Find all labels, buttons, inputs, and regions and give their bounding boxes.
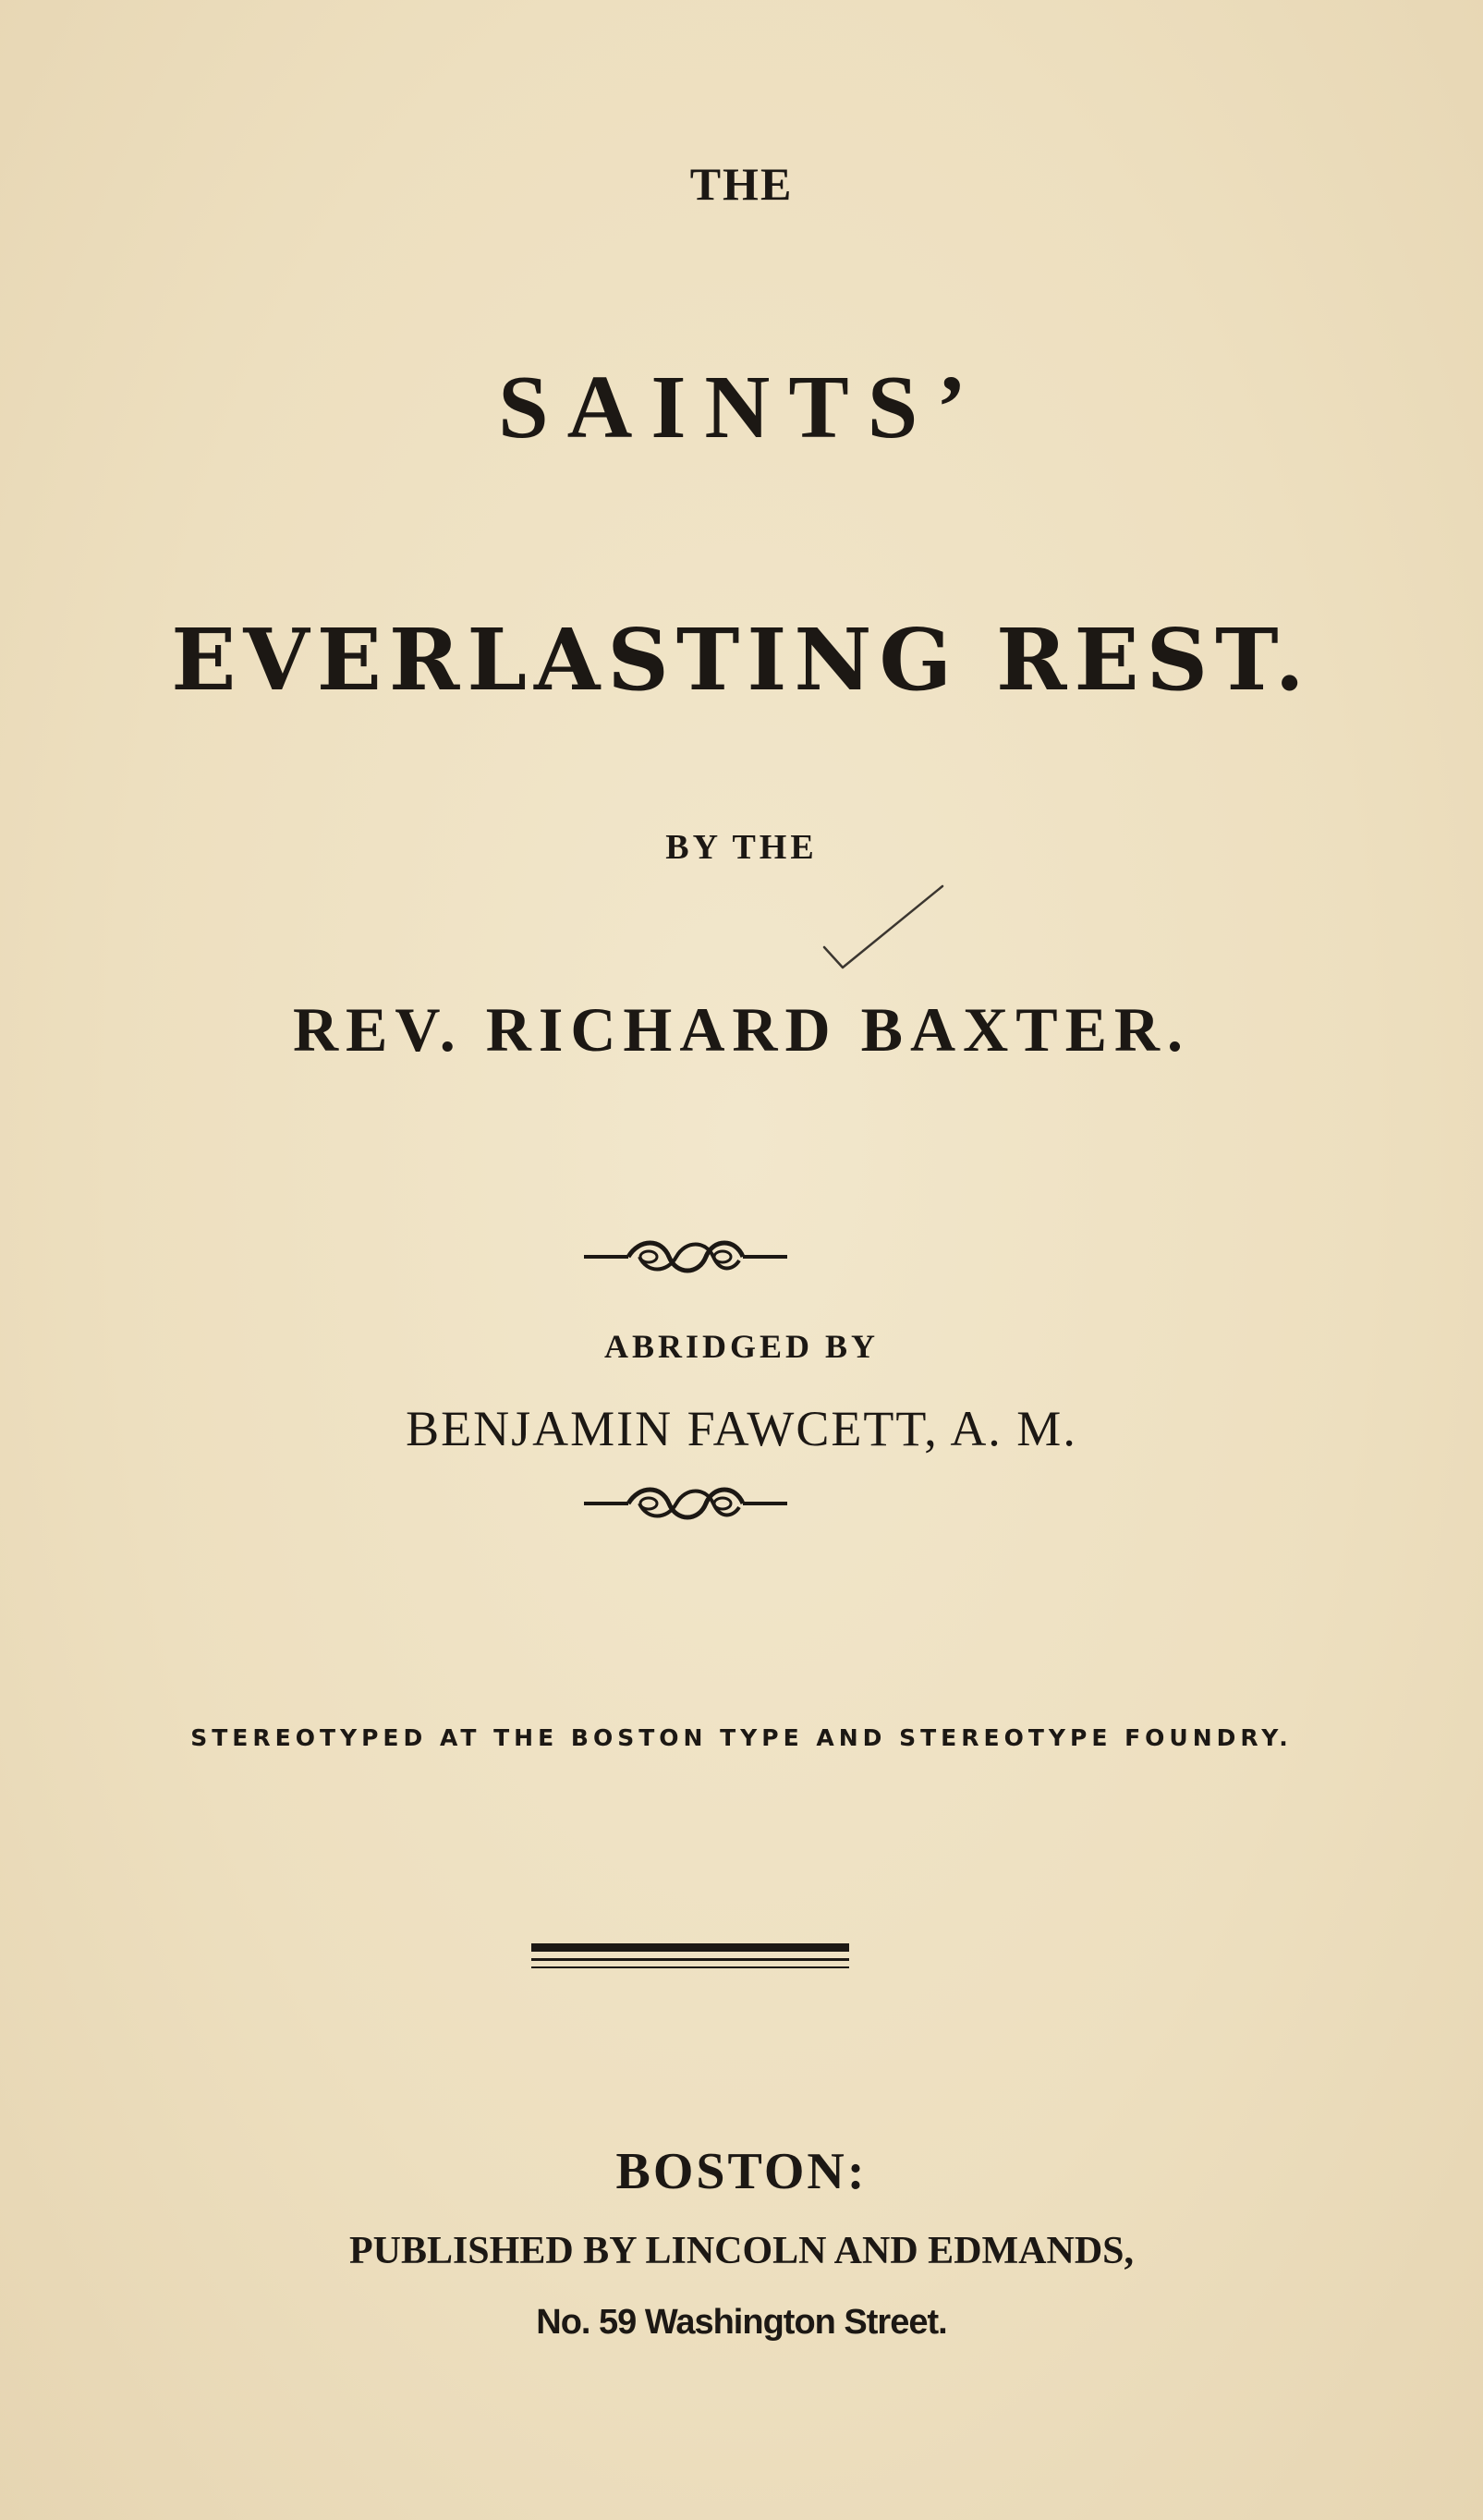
abridged-by-label: ABRIDGED BY bbox=[603, 1328, 880, 1365]
abridger-name: BENJAMIN FAWCETT, A. M. bbox=[406, 1401, 1077, 1456]
author-name: REV. RICHARD BAXTER. bbox=[292, 994, 1191, 1065]
title-saints: SAINTS’ bbox=[498, 358, 985, 457]
by-the-label: BY THE bbox=[665, 828, 818, 867]
divider-rule bbox=[531, 1966, 849, 1968]
knot-ornament-icon bbox=[584, 1236, 787, 1277]
divider-rule bbox=[531, 1943, 849, 1952]
stereotype-note: STEREOTYPED AT THE BOSTON TYPE AND STEREOTYPE FOUNDRY. bbox=[190, 1724, 1293, 1751]
check-mark-icon bbox=[813, 883, 952, 975]
publisher-line: PUBLISHED BY LINCOLN AND EDMANDS, bbox=[348, 2230, 1135, 2272]
title-everlasting-rest: EVERLASTING REST. bbox=[171, 610, 1312, 710]
place-of-publication: BOSTON: bbox=[615, 2143, 868, 2200]
divider-rule bbox=[531, 1958, 849, 1961]
knot-ornament-icon bbox=[584, 1483, 787, 1524]
publisher-address: No. 59 Washington Street. bbox=[536, 2303, 947, 2342]
title-the: THE bbox=[689, 158, 794, 210]
